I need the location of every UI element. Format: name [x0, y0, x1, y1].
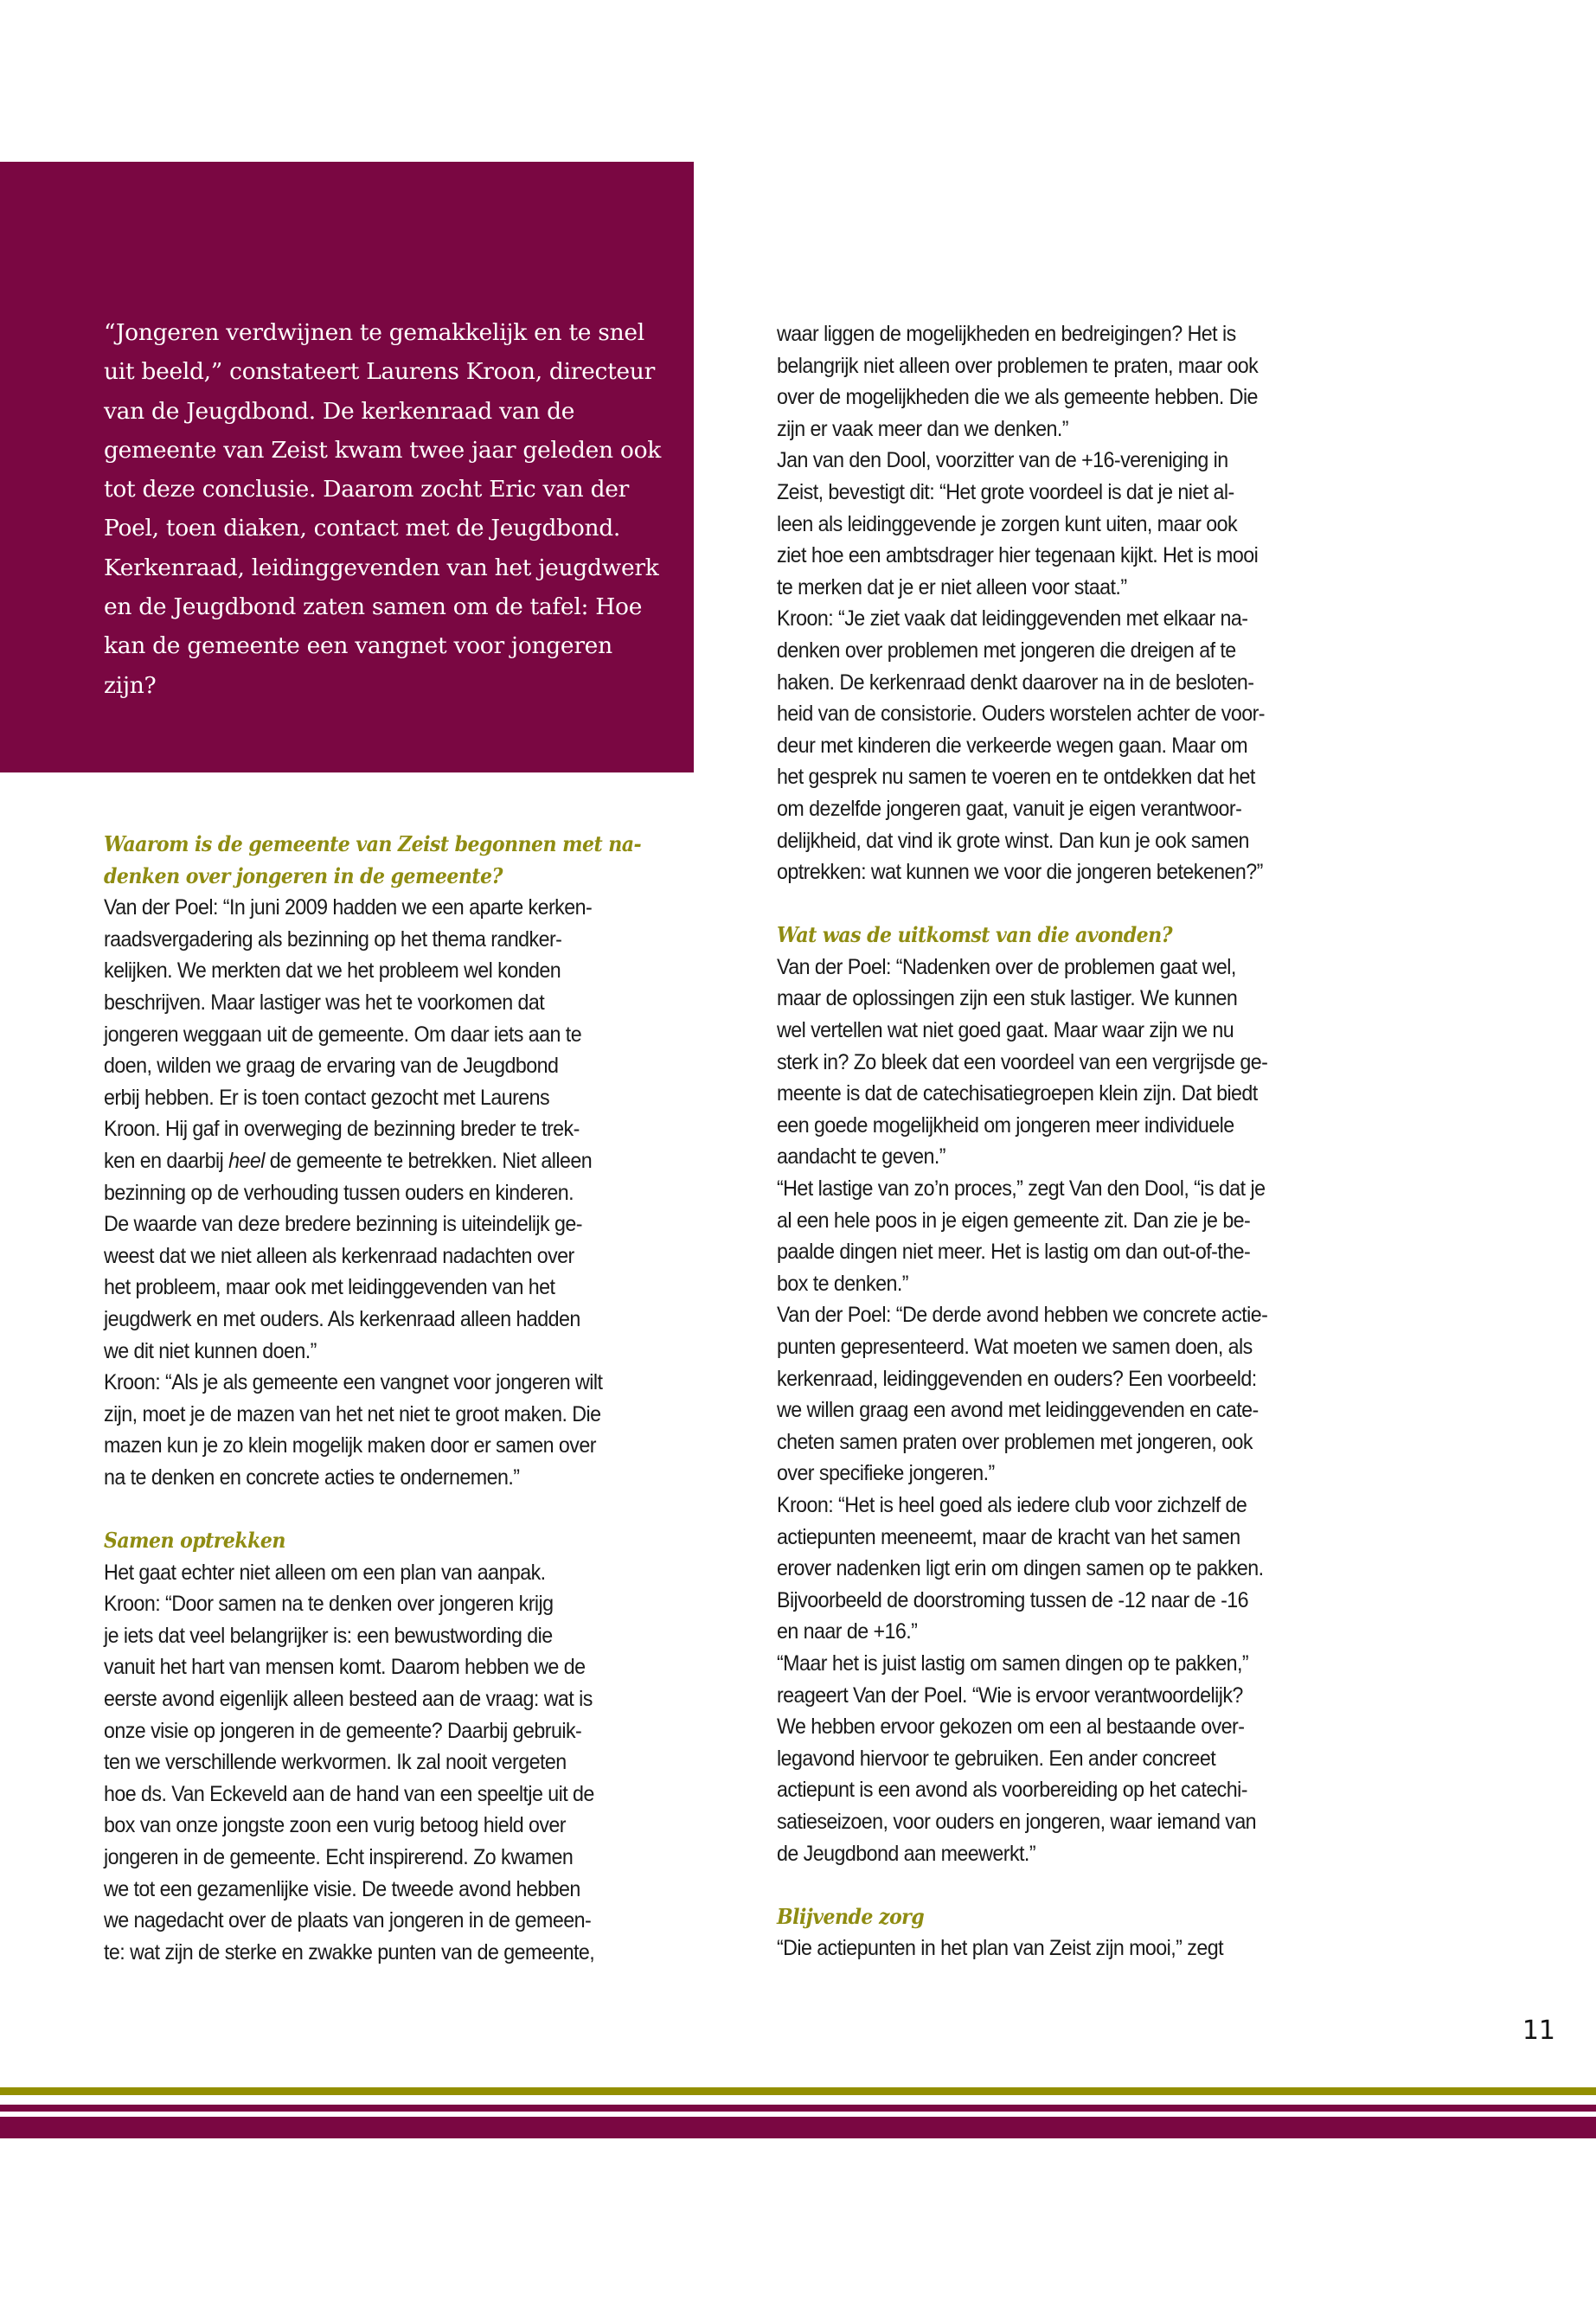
- text-line: “Maar het is juist lastig om samen dingen op te pakken,”: [777, 1650, 1249, 1676]
- text-line: jongeren in de gemeente. Echt inspirerend. Zo kwamen: [104, 1845, 574, 1869]
- heading-text: Blijvende zorg: [777, 1903, 925, 1929]
- text-line: erbij hebben. Er is toen contact gezocht met Laurens: [104, 1085, 550, 1110]
- text-line: kelijken. We merkten dat we het probleem wel konden: [104, 958, 561, 984]
- intro-line: en de Jeugdbond zaten samen om de tafel: Hoe: [104, 593, 643, 621]
- text-line: ten we verschillende werkvormen. Ik zal nooit vergeten: [104, 1750, 567, 1775]
- text-line: weest dat we niet alleen als kerkenraad nadachten over: [104, 1243, 574, 1268]
- text-line: doen, wilden we graag de ervaring van de Jeugdbond: [104, 1054, 559, 1079]
- text-line: Kroon: “Het is heel goed als iedere club voor zichzelf de: [777, 1492, 1247, 1517]
- text-line: onze visie op jongeren in de gemeente? Daarbij gebruik-: [104, 1718, 582, 1743]
- intro-lead-text: [104, 313, 661, 705]
- intro-line: “Jongeren verdwijnen te gemakkelijk en te snel: [104, 319, 644, 346]
- text-line: over specifieke jongeren.”: [777, 1461, 995, 1486]
- text-line: sterk in? Zo bleek dat een voordeel van een vergrijsde ge-: [777, 1049, 1268, 1074]
- text-line: zijn, moet je de mazen van het net niet te groot maken. Die: [104, 1401, 601, 1426]
- intro-line: Poel, toen diaken, contact met de Jeugdbond.: [104, 515, 621, 542]
- text-line: “Die actiepunten in het plan van Zeist zijn mooi,” zegt: [777, 1936, 1223, 1961]
- text-line: en naar de +16.”: [777, 1619, 918, 1644]
- text-line: eerste avond eigenlijk alleen besteed aan de vraag: wat is: [104, 1687, 593, 1712]
- section-heading-uitkomst: [777, 920, 1398, 952]
- text-line: zijn er vaak meer dan we denken.”: [777, 416, 1068, 441]
- text-line: we willen graag een avond met leidinggevenden en cate-: [777, 1398, 1259, 1423]
- text-line: we tot een gezamenlijke visie. De tweede avond hebben: [104, 1876, 580, 1901]
- text-line: het gesprek nu samen te voeren en te ontdekken dat het: [777, 765, 1255, 790]
- text-line: [104, 1145, 715, 1177]
- text-line: haken. De kerkenraad denkt daarover na in de besloten-: [777, 670, 1254, 695]
- text-line: deur met kinderen die verkeerde wegen gaan. Maar om: [777, 733, 1248, 758]
- text-line: Het gaat echter niet alleen om een plan van aanpak.: [104, 1560, 546, 1585]
- text-line: box van onze jongste zoon een vurig betoog hield over: [104, 1813, 566, 1838]
- text-line: maar de oplossingen zijn een stuk lastiger. We kunnen: [777, 986, 1238, 1011]
- left-column: [104, 829, 718, 1968]
- text-line: Kroon. Hij gaf in overweging de bezinning breder te trek-: [104, 1117, 580, 1142]
- intro-line: van de Jeugdbond. De kerkenraad van de: [104, 397, 575, 425]
- footer-stripe-magenta-thin: [0, 2105, 1596, 2112]
- intro-line: kan de gemeente een vangnet voor jongeren: [104, 632, 612, 660]
- text-line: denken over problemen met jongeren die dreigen af te: [777, 638, 1236, 663]
- spacer: [777, 888, 1391, 920]
- text-line: satieseizoen, voor ouders en jongeren, waar iemand van: [777, 1809, 1257, 1834]
- text-segment: de gemeente te betrekken. Niet alleen: [264, 1148, 593, 1173]
- text-line: om dezelfde jongeren gaat, vanuit je eigen verantwoor-: [777, 796, 1242, 821]
- intro-line: uit beeld,” constateert Laurens Kroon, directeur: [104, 358, 655, 386]
- heading-line: denken over jongeren in de gemeente?: [104, 862, 503, 888]
- text-line: een goede mogelijkheid om jongeren meer individuele: [777, 1112, 1234, 1138]
- text-line: De waarde van deze bredere bezinning is uiteindelijk ge-: [104, 1212, 582, 1237]
- text-line: raadsvergadering als bezinning op het thema randker-: [104, 926, 562, 952]
- text-line: al een hele poos in je eigen gemeente zit. Dan zie je be-: [777, 1208, 1251, 1233]
- heading-line: Waarom is de gemeente van Zeist begonnen met na-: [104, 831, 642, 856]
- text-line: te: wat zijn de sterke en zwakke punten van de gemeente,: [104, 1939, 595, 1965]
- text-line: delijkheid, dat vind ik grote winst. Dan kun je ook samen: [777, 828, 1249, 853]
- text-line: we dit niet kunnen doen.”: [104, 1338, 317, 1363]
- text-line: beschrijven. Maar lastiger was het te voorkomen dat: [104, 990, 545, 1015]
- text-segment: ken en daarbij: [104, 1148, 229, 1173]
- intro-line: tot deze conclusie. Daarom zocht Eric van der: [104, 476, 629, 503]
- section-body-uitkomst: [777, 952, 1388, 1869]
- spacer: [104, 1493, 718, 1525]
- text-line: Kroon: “Je ziet vaak dat leidinggevenden met elkaar na-: [777, 606, 1248, 631]
- text-line: je iets dat veel belangrijker is: een bewustwording die: [104, 1623, 553, 1648]
- text-line: te merken dat je er niet alleen voor staat.”: [777, 574, 1127, 599]
- text-line: Kroon: “Als je als gemeente een vangnet voor jongeren wilt: [104, 1370, 603, 1395]
- intro-line: zijn?: [104, 671, 157, 699]
- footer-stripe-magenta-thick: [0, 2117, 1596, 2138]
- text-line: cheten samen praten over problemen met jongeren, ook: [777, 1429, 1253, 1454]
- text-line: over de mogelijkheden die we als gemeente hebben. Die: [777, 385, 1258, 410]
- right-column: [777, 318, 1391, 1965]
- section-body-samen-optrekken: [104, 1557, 715, 1969]
- intro-line: gemeente van Zeist kwam twee jaar geleden ook: [104, 436, 661, 464]
- text-line: belangrijk niet alleen over problemen te praten, maar ook: [777, 353, 1259, 378]
- page-number: 11: [1522, 2016, 1555, 2046]
- text-line: aandacht te geven.”: [777, 1144, 945, 1170]
- text-line: we nagedacht over de plaats van jongeren in de gemeen-: [104, 1908, 592, 1933]
- text-line: erover nadenken ligt erin om dingen samen op te pakken.: [777, 1556, 1264, 1581]
- text-line: meente is dat de catechisatiegroepen klein zijn. Dat biedt: [777, 1081, 1258, 1106]
- text-line: bezinning op de verhouding tussen ouders en kinderen.: [104, 1180, 574, 1205]
- intro-line: Kerkenraad, leidinggevenden van het jeugdwerk: [104, 554, 659, 581]
- text-line: “Het lastige van zo’n proces,” zegt Van den Dool, “is dat je: [777, 1176, 1266, 1202]
- text-line: vanuit het hart van mensen komt. Daarom hebben we de: [104, 1655, 586, 1680]
- text-line: Van der Poel: “Nadenken over de problemen gaat wel,: [777, 954, 1236, 979]
- text-line: paalde dingen niet meer. Het is lastig om dan out-of-the-: [777, 1240, 1251, 1265]
- text-line: Jan van den Dool, voorzitter van de +16-vereniging in: [777, 448, 1228, 473]
- section-body-continued: [777, 318, 1388, 888]
- text-line: waar liggen de mogelijkheden en bedreigingen? Het is: [777, 322, 1236, 346]
- text-line: na te denken en concrete acties te ondernemen.”: [104, 1465, 520, 1490]
- section-heading-waarom: [104, 829, 725, 892]
- text-line: actiepunt is een avond als voorbereiding op het catechi-: [777, 1778, 1247, 1803]
- text-line: Kroon: “Door samen na te denken over jongeren krijg: [104, 1592, 554, 1617]
- text-line: Zeist, bevestigt dit: “Het grote voordeel is dat je niet al-: [777, 479, 1234, 504]
- text-line: mazen kun je zo klein mogelijk maken door er samen over: [104, 1433, 596, 1458]
- text-line: punten gepresenteerd. Wat moeten we samen doen, als: [777, 1335, 1253, 1359]
- section-body-blijvende-zorg: [777, 1932, 1388, 1965]
- text-line: ziet hoe een ambtsdrager hier tegenaan kijkt. Het is mooi: [777, 543, 1259, 568]
- text-line: Bijvoorbeeld de doorstroming tussen de -12 naar de -16: [777, 1587, 1249, 1612]
- emphasis-text: heel: [228, 1148, 265, 1173]
- text-line: jongeren weggaan uit de gemeente. Om daar iets aan te: [104, 1022, 582, 1047]
- text-line: jeugdwerk en met ouders. Als kerkenraad alleen hadden: [104, 1306, 580, 1331]
- text-line: We hebben ervoor gekozen om een al bestaande over-: [777, 1715, 1245, 1740]
- text-line: hoe ds. Van Eckeveld aan de hand van een speeltje uit de: [104, 1781, 594, 1806]
- text-line: het probleem, maar ook met leidinggevenden van het: [104, 1275, 555, 1300]
- text-line: de Jeugdbond aan meewerkt.”: [777, 1841, 1036, 1866]
- heading-text: Wat was de uitkomst van die avonden?: [777, 922, 1172, 948]
- text-line: optrekken: wat kunnen we voor die jongeren betekenen?”: [777, 860, 1263, 885]
- heading-text: Samen optrekken: [104, 1528, 285, 1554]
- text-line: kerkenraad, leidinggevenden en ouders? Een voorbeeld:: [777, 1366, 1257, 1391]
- text-line: Van der Poel: “De derde avond hebben we concrete actie-: [777, 1303, 1268, 1328]
- text-line: leen als leidinggevende je zorgen kunt uiten, maar ook: [777, 511, 1238, 536]
- section-heading-samen-optrekken: [104, 1525, 725, 1557]
- section-heading-blijvende-zorg: [777, 1901, 1398, 1933]
- text-line: Van der Poel: “In juni 2009 hadden we een aparte kerken-: [104, 895, 593, 920]
- text-line: legavond hiervoor te gebruiken. Een ander concreet: [777, 1746, 1216, 1771]
- text-line: wel vertellen wat niet goed gaat. Maar waar zijn we nu: [777, 1018, 1234, 1043]
- text-line: reageert Van der Poel. “Wie is ervoor verantwoordelijk?: [777, 1682, 1243, 1708]
- spacer: [777, 1869, 1391, 1901]
- text-line: box te denken.”: [777, 1271, 908, 1296]
- section-body-waarom: [104, 892, 715, 1493]
- text-line: actiepunten meeneemt, maar de kracht van het samen: [777, 1524, 1240, 1549]
- footer-stripe-olive: [0, 2087, 1596, 2095]
- text-line: heid van de consistorie. Ouders worstelen achter de voor-: [777, 702, 1265, 727]
